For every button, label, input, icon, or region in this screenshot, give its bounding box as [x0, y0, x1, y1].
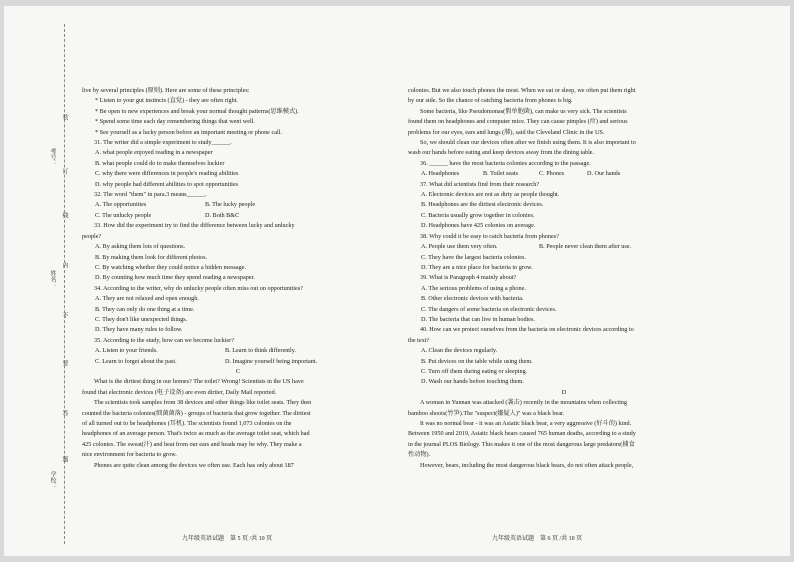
text-line: headphones of an average person. That's twice as much as the average toilet seat, which had: [82, 430, 310, 438]
option: B. By making them look for different photos.: [95, 253, 208, 261]
text-line: nice environment for bacteria to grow.: [82, 451, 177, 459]
margin-mark: 不: [61, 312, 67, 318]
question-39: 39. What is Paragraph 4 mainly about?: [420, 274, 517, 282]
exam-sheet: [4, 6, 790, 556]
margin-label-name: 姓名：: [49, 270, 55, 288]
question-35: 35. According to the study, how can we become luckier?: [94, 336, 234, 344]
option: A. The opportunities: [95, 201, 147, 209]
option: A. They are not relaxed and open enough.: [95, 295, 199, 303]
section-heading: D: [561, 388, 567, 396]
text-line: colonies. But we also touch phones the most. When we eat or sleep, we often put them right: [408, 87, 636, 94]
option: C. Learn to forget about the past.: [95, 357, 177, 365]
option: A. Listen to your friends.: [95, 347, 158, 355]
right-page-text: [408, 86, 720, 471]
question-37: 37. What did scientists find from their research?: [420, 180, 540, 188]
principle-item: * See yourself as a lucky person before an important meeting or phone call.: [95, 128, 282, 136]
section-heading: C: [235, 367, 241, 375]
option: D. The bacteria that can live in human bodies.: [421, 315, 535, 323]
option-row: [408, 242, 720, 252]
margin-label-exam-number: 考号：: [49, 148, 55, 166]
option-row: [408, 169, 720, 179]
text-line: However, bears, including the most dangerous black bears, do not often attack people,: [420, 461, 634, 469]
option-row: [82, 211, 394, 221]
question-34: 34. According to the writer, why do unlucky people often miss out on opportunities?: [94, 284, 303, 292]
text-line: Between 1950 and 2019, Asiatic black bears caused 765 human deaths, according to a study: [408, 430, 636, 438]
text-line: of all turned out to be headphones (耳机). The scientists found 1,073 colonies on the: [82, 420, 292, 427]
question-31: 31. The writer did a simple experiment to study______.: [94, 139, 232, 147]
option: D. Headphones have 425 colonies on average.: [421, 222, 536, 230]
option: D. They are a nice place for bacteria to grow.: [421, 263, 533, 271]
option: C. The dangers of some bacteria on electronic devices.: [421, 305, 557, 313]
text-line: live by several principles (原则). Here are some of these principles:: [82, 87, 250, 94]
option: B. Toilet seats: [483, 170, 519, 178]
option: C. why there were differences in people's reading abilities: [95, 170, 239, 178]
binding-margin: [10, 16, 70, 546]
option: D. why people had different abilities to spot opportunities: [95, 180, 239, 188]
option: D. Wash our hands before touching them.: [421, 378, 524, 386]
option: C. Turn off them during eating or sleeping.: [421, 367, 528, 375]
option-row: [82, 357, 394, 367]
option: C. Bacteria usually grow together in colonies.: [421, 211, 535, 219]
margin-mark: 订: [61, 168, 67, 174]
option: B. The lucky people: [205, 201, 256, 209]
text-line: found them on headphones and computer mice. They can cause pimples (疖) and serious: [408, 118, 628, 126]
text-line: bamboo shoots(竹笋).The "suspect(嫌疑人)" was a black bear.: [408, 409, 565, 417]
principle-item: * Be open to new experiences and break your normal thought patterns(思维模式).: [95, 107, 299, 115]
question-33: 33. How did the experiment try to find the difference between lucky and unlucky: [94, 222, 295, 230]
option: A. what people enjoyed reading in a newspaper: [95, 149, 213, 157]
text-line: problems for our eyes, ears and lungs (肺), said the Cleveland Clinic in the US.: [408, 128, 605, 136]
option: A. By asking them lots of questions.: [95, 243, 186, 251]
margin-mark: 答: [61, 410, 67, 416]
text-line: wash our hands before eating and keep devices away from the dining table.: [408, 149, 595, 157]
option: A. Electronic devices are not as dirty as people thought.: [421, 191, 560, 199]
option: D. Both B&C: [205, 211, 240, 219]
question-40: 40. How can we protect ourselves from the bacteria on electronic devices according to: [420, 326, 634, 334]
text-line: found that electronic devices (电子设备) are even dirtier, Daily Mail reported.: [82, 388, 277, 396]
margin-mark: 线: [61, 212, 67, 218]
option: C. They don't like unexpected things.: [95, 315, 188, 323]
question-38: 38. Why could it be easy to catch bacteria from phones?: [420, 232, 559, 240]
option: C. By watching whether they could notice a hidden message.: [95, 263, 247, 271]
option: B. Learn to think differently.: [225, 347, 296, 355]
principle-item: * Spend some time each day remembering things that went well.: [95, 118, 255, 126]
binding-line: [64, 24, 65, 544]
option: D. Our hands: [587, 170, 621, 178]
option: B. Other electronic devices with bacteria.: [421, 295, 524, 303]
text-line: people?: [82, 232, 102, 240]
text-line: Phones are quite clean among the devices we often use. Each has only about 187: [94, 461, 294, 469]
left-page-text: [82, 86, 394, 471]
option: B. what people could do to make themselves luckier: [95, 159, 225, 167]
margin-mark: 内: [61, 262, 67, 268]
margin-mark: 装: [61, 114, 67, 120]
option: C. Phones: [539, 170, 565, 178]
option: A. The serious problems of using a phone.: [421, 284, 526, 292]
text-line: 425 colonies. The sweat(汗) and heat from our ears and heads may be why. They make a: [82, 440, 302, 448]
margin-mark: 要: [61, 360, 67, 366]
text-line: Some bacteria, like Pseudomonas(假单胞菌), can make us very sick. The scientists: [420, 107, 627, 115]
option: B. Headphones are the dirtiest electronic devices.: [421, 201, 544, 209]
margin-mark: 题: [61, 456, 67, 462]
text-line: What is the dirtiest thing in our homes? The toilet? Wrong! Scientists in the US have: [94, 378, 304, 386]
text-line: It was no normal bear - it was an Asiatic black bear, a very aggressive (好斗的) kind.: [420, 420, 632, 427]
option-row: [82, 346, 394, 356]
option: A. People use them very often.: [421, 243, 498, 251]
option: C. The unlucky people: [95, 211, 152, 219]
option: C. They have the largest bacteria colonies.: [421, 253, 526, 261]
principle-item: * Listen to your gut instincts (直觉) - they are often right.: [95, 97, 238, 105]
text-line: So, we should clean our devices often after we finish using them. It is also important to: [420, 139, 636, 147]
text-line: by our side. So the chance of catching bacteria from phones is big.: [408, 97, 573, 105]
option: A. Clean the devices regularly.: [421, 347, 498, 355]
text-line: 性动物).: [408, 451, 431, 459]
option: D. Imagine yourself being important.: [225, 357, 318, 365]
option: B. Put devices on the table while using them.: [421, 357, 533, 365]
text-line: A woman in Yunnan was attacked (袭击) recently in the mountains when collecting: [420, 399, 627, 407]
page-footer-right: 九年级英语试题 第 6 页 /共 10 页: [492, 536, 583, 542]
option: B. People never clean them after use.: [539, 243, 632, 251]
question-32: 32. The word "them" in para.3 means______.: [94, 191, 207, 199]
option: A. Headphones: [421, 170, 460, 178]
option: B. They can only do one thing at a time.: [95, 305, 195, 313]
margin-label-school: 学校：: [49, 471, 55, 489]
question-36: 36. ______ have the most bacteria colonies according to the passage.: [420, 159, 591, 167]
text-line: the text?: [408, 336, 430, 344]
text-line: counted the bacteria colonies(细菌菌落) - groups of bacteria that grow together. The dirtiest: [82, 409, 311, 417]
page-footer-left: 九年级英语试题 第 5 页 /共 10 页: [182, 536, 273, 542]
option: D. They have many rules to follow.: [95, 326, 183, 334]
text-line: in the journal PLOS Biology. This makes it one of the most dangerous large predators(捕食: [408, 440, 635, 448]
option-row: [82, 200, 394, 210]
text-line: The scientists took samples from 38 devices and other things like toilet seats. They then: [94, 399, 312, 407]
option: D. By counting how much time they spend reading a newspaper.: [95, 274, 255, 282]
